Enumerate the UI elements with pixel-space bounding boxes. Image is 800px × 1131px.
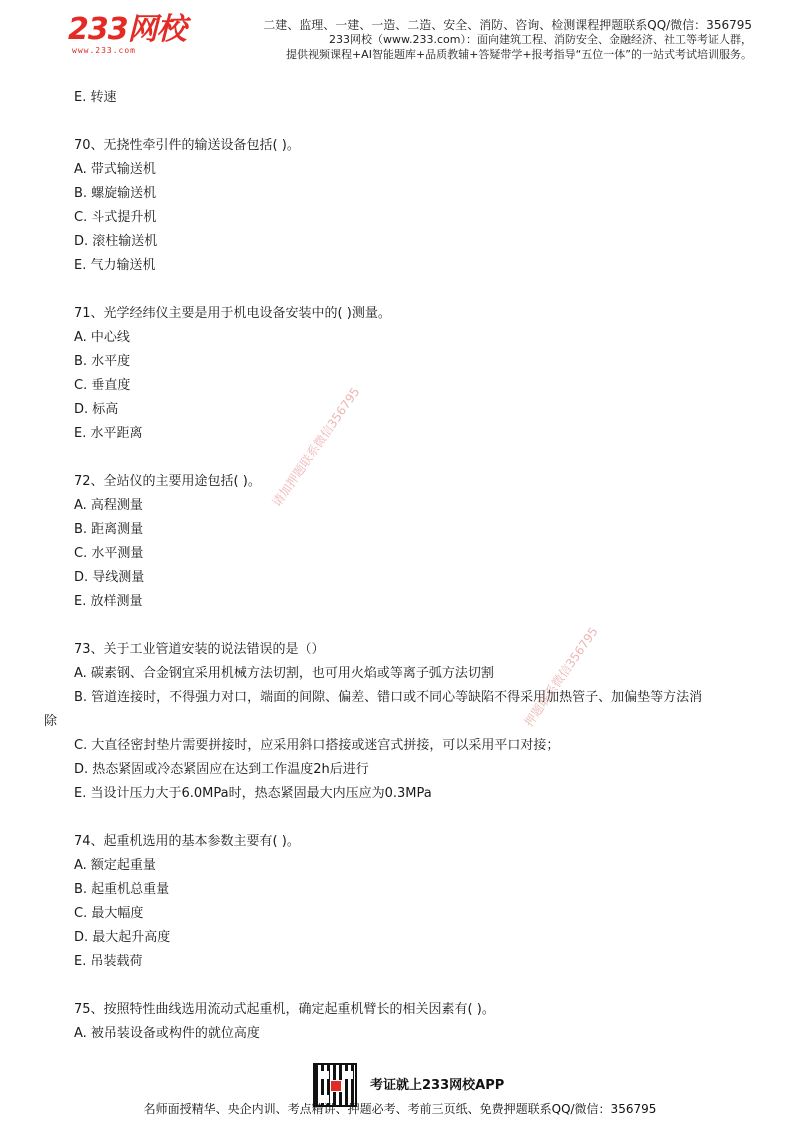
option-text: C. 水平测量 bbox=[74, 546, 144, 561]
exam-content bbox=[0, 86, 800, 1046]
option-text: A. 带式输送机 bbox=[74, 162, 156, 177]
option-text: E. 吊装载荷 bbox=[74, 954, 143, 969]
brand-logo-url: www.233.com bbox=[72, 46, 136, 55]
option-text: B. 水平度 bbox=[74, 354, 131, 369]
option-text: E. 水平距离 bbox=[74, 426, 143, 441]
question-stem: 71、光学经纬仪主要是用于机电设备安装中的( )测量。 bbox=[74, 306, 391, 321]
footer-title: 考证就上233网校APP bbox=[370, 1078, 505, 1093]
watermark-text: 请加押题联系微信356795 bbox=[269, 384, 363, 510]
option-text: B. 螺旋输送机 bbox=[74, 186, 157, 201]
option-text: E. 放样测量 bbox=[74, 594, 143, 609]
footer-line: 名师面授精华、央企内训、考点精讲、押题必考、考前三页纸、免费押题联系QQ/微信：356795 bbox=[143, 1102, 657, 1116]
option-text: A. 被吊装设备或构件的就位高度 bbox=[74, 1026, 260, 1041]
option-text: A. 碳素钢、合金钢宜采用机械方法切割，也可用火焰或等离子弧方法切割 bbox=[74, 666, 494, 681]
option-text: E. 当设计压力大于6.0MPa时，热态紧固最大内压应为0.3MPa bbox=[74, 786, 432, 801]
question-71 bbox=[0, 302, 800, 446]
question-73 bbox=[0, 638, 800, 806]
question-75 bbox=[0, 998, 800, 1046]
option-text: C. 最大幅度 bbox=[74, 906, 144, 921]
option-text: A. 中心线 bbox=[74, 330, 130, 345]
option-text: B. 管道连接时，不得强力对口，端面的间隙、偏差、错口或不同心等缺陷不得采用加热管子、加偏垫等方法消 bbox=[74, 690, 703, 705]
option-text: D. 导线测量 bbox=[74, 570, 145, 585]
option-text: C. 斗式提升机 bbox=[74, 210, 157, 225]
option-text: A. 额定起重量 bbox=[74, 858, 156, 873]
question-74 bbox=[0, 830, 800, 974]
header-line-1: 二建、监理、一建、一造、二造、安全、消防、咨询、检测课程押题联系QQ/微信：356795 bbox=[263, 18, 752, 32]
page-header bbox=[0, 0, 800, 70]
option-text: E. 气力输送机 bbox=[74, 258, 156, 273]
option-text: C. 大直径密封垫片需要拼接时，应采用斜口搭接或迷宫式拼接，可以采用平口对接； bbox=[74, 738, 560, 753]
question-72 bbox=[0, 470, 800, 614]
option-text: A. 高程测量 bbox=[74, 498, 143, 513]
question-stem: 72、全站仪的主要用途包括( )。 bbox=[74, 474, 261, 489]
watermark-text: 押题联系微信356795 bbox=[521, 624, 601, 730]
option-text-continuation: 除 bbox=[44, 714, 58, 729]
option-text: C. 垂直度 bbox=[74, 378, 131, 393]
option-text: B. 距离测量 bbox=[74, 522, 144, 537]
qr-logo bbox=[330, 1080, 342, 1092]
option-text: D. 滚柱输送机 bbox=[74, 234, 158, 249]
brand-logo: 233网校 bbox=[68, 12, 186, 47]
option-text: B. 起重机总重量 bbox=[74, 882, 170, 897]
question-stem: 70、无挠性牵引件的输送设备包括( )。 bbox=[74, 138, 300, 153]
question-stem: 75、按照特性曲线选用流动式起重机，确定起重机臂长的相关因素有( )。 bbox=[74, 1002, 495, 1017]
page-footer bbox=[0, 1058, 800, 1131]
question-70 bbox=[0, 134, 800, 278]
option-text: D. 热态紧固或冷态紧固应在达到工作温度2h后进行 bbox=[74, 762, 369, 777]
question-stem: 73、关于工业管道安装的说法错误的是（） bbox=[74, 642, 325, 657]
option-text: D. 最大起升高度 bbox=[74, 930, 171, 945]
header-line-3: 提供视频课程+AI智能题库+品质教辅+答疑带学+报考指导“五位一体”的一站式考试培训服务。 bbox=[285, 48, 752, 61]
option-text: E. 转速 bbox=[74, 90, 117, 105]
option-text: D. 标高 bbox=[74, 402, 119, 417]
question-stem: 74、起重机选用的基本参数主要有( )。 bbox=[74, 834, 300, 849]
header-line-2: 233网校（www.233.com）：面向建筑工程、消防安全、金融经济、社工等考证人群， bbox=[329, 33, 752, 46]
